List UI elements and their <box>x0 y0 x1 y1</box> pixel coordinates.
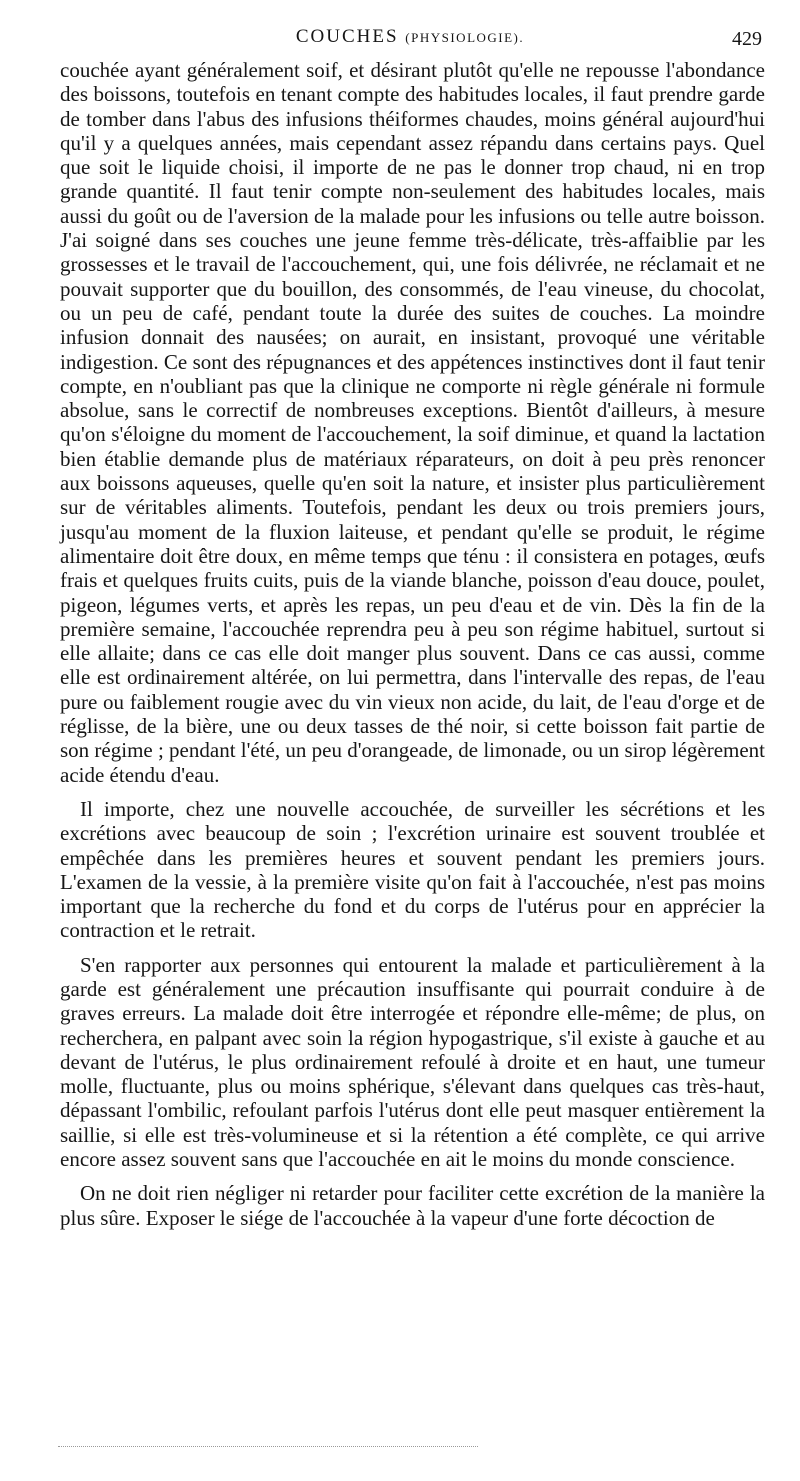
running-title <box>60 26 760 48</box>
paragraph-excretions: Il importe, chez une nouvelle accouchée, de surveiller les sécrétions et les excrétions avec beaucoup de soin ; l'excrétion urinaire est souvent troublée et empêchée dans les premières heures et souvent pendant les premiers jours. L'examen de la vessie, à la première visite qu'on fait à l'accouchée, n'est pas moins important que la recherche du fond et du corps de l'utérus pour en apprécier la contraction et le retrait. <box>60 796 765 943</box>
running-title-sub: (PHYSIOLOGIE). <box>405 30 525 45</box>
paragraph-continuation: couchée ayant généralement soif, et désirant plutôt qu'elle ne repousse l'abondance des boissons, toutefois en tenant compte des habitudes locales, il faut prendre garde de tomber dans l'abus des infusions théiformes chaudes, moins général aujourd'hui qu'il y a quelques années, mais cependant assez répandu dans certains pays. Quel que soit le liquide choisi, il importe de ne pas le donner trop chaud, ni en trop grande quantité. Il faut tenir compte non-seulement des habitudes locales, mais aussi du goût ou de l'aversion de la malade pour les infusions ou telle autre boisson. J'ai soigné dans ses couches une jeune femme très-délicate, très-affaiblie par les grossesses et le travail de l'accouchement, qui, une fois délivrée, ne réclamait et ne pouvait supporter que du bouillon, des consommés, de l'eau vineuse, du chocolat, ou un peu de café, pendant toute la durée des suites de couches. La moindre infusion donnait des nausées; on aurait, en insistant, provoqué une véritable indigestion. Ce sont des répugnances et des appétences instinctives dont il faut tenir compte, en n'oubliant pas que la clinique ne comporte ni règle générale ni formule absolue, sans le correctif de nombreuses exceptions. Bientôt d'ailleurs, à mesure qu'on s'éloigne du moment de l'accouchement, la soif diminue, et quand la lactation bien établie demande plus de matériaux réparateurs, on doit à peu près renoncer aux boissons aqueuses, quelle qu'en soit la nature, et insister plus particulièrement sur de véritables aliments. Toutefois, pendant les deux ou trois premiers jours, jusqu'au moment de la fluxion laiteuse, et pendant qu'elle se produit, le régime alimentaire doit être doux, en même temps que ténu : il consistera en potages, œufs frais et quelques fruits cuits, puis de la viande blanche, poisson d'eau douce, poulet, pigeon, légumes verts, et après les repas, un peu d'eau et de vin. Dès la fin de la première semaine, l'accouchée reprendra peu à peu son régime habituel, surtout si elle allaite; dans ce cas elle doit manger plus souvent. Dans ce cas aussi, comme elle est ordinairement altérée, on lui permettra, dans l'intervalle des repas, de l'eau pure ou faiblement rougie avec du vin vieux non acide, du lait, de l'eau d'orge et de réglisse, de la bière, une ou deux tasses de thé noir, si cette boisson fait partie de son régime ; pendant l'été, un peu d'orangeade, de limonade, ou un sirop légèrement acide étendu d'eau. <box>60 58 766 787</box>
footer-rule <box>58 1446 478 1447</box>
running-head <box>60 26 760 56</box>
running-title-main: COUCHES <box>295 26 399 47</box>
body-text <box>60 58 765 1230</box>
paragraph-excretion-help: On ne doit rien négliger ni retarder pour faciliter cette excrétion de la manière la plus sûre. Exposer le siége de l'accouchée à la vapeur d'une forte décoction de <box>60 1181 765 1230</box>
page-number: 429 <box>732 28 762 50</box>
paragraph-bladder-exam: S'en rapporter aux personnes qui entourent la malade et particulièrement à la garde est généralement une précaution insuffisante qui pourrait conduire à de graves erreurs. La malade doit être interrogée et répondre elle-même; de plus, on recherchera, en palpant avec soin la région hypogastrique, s'il existe à gauche et au devant de l'utérus, le plus ordinairement refoulé à droite et en haut, une tumeur molle, fluctuante, plus ou moins sphérique, s'élevant dans quelques cas très-haut, dépassant l'ombilic, refoulant parfois l'utérus dont elle peut masquer entièrement la saillie, si elle est très-volumineuse et si la rétention a été complète, ce qui arrive encore assez souvent sans que l'accouchée en ait le moins du monde conscience. <box>60 952 765 1172</box>
